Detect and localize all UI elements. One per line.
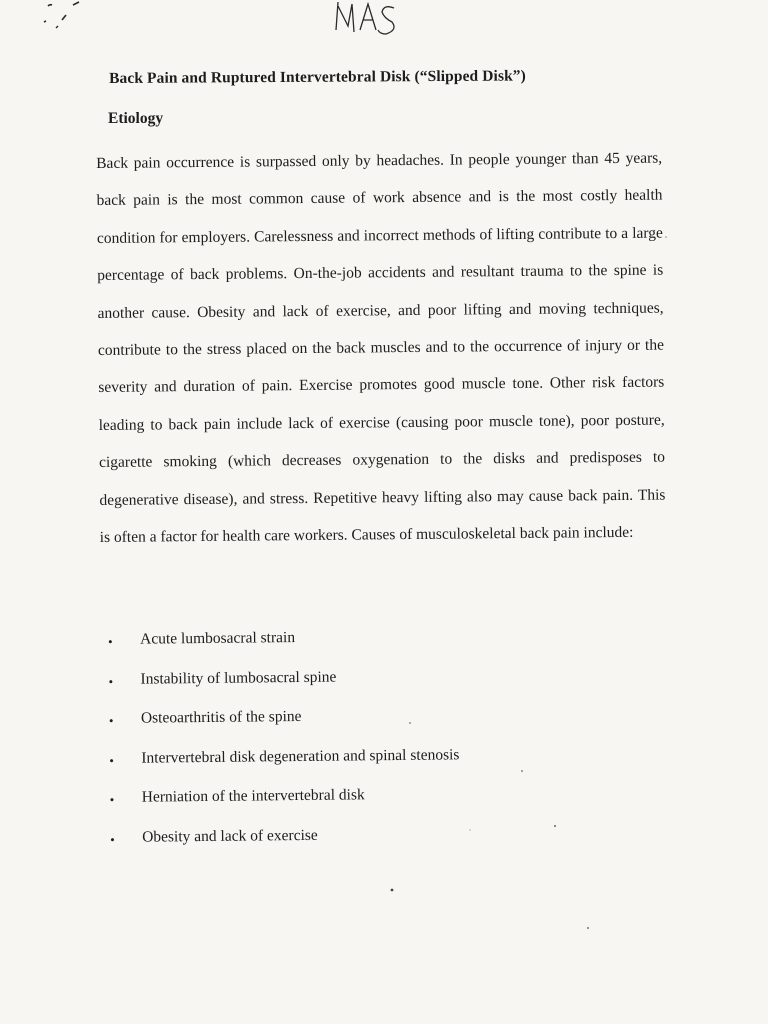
section-heading: Etiology — [108, 110, 164, 127]
list-item-text: Obesity and lack of exercise — [142, 826, 318, 846]
list-item-text: Herniation of the intervertebral disk — [141, 786, 365, 806]
pen-marks — [38, 0, 98, 40]
list-item — [109, 745, 529, 789]
list-item-text: Acute lumbosacral strain — [139, 629, 296, 648]
causes-list — [108, 627, 530, 868]
bullet-icon: • — [110, 831, 115, 847]
handwritten-initials — [328, 0, 412, 38]
bullet-icon: • — [108, 673, 114, 689]
body-paragraph: Back pain occurrence is surpassed only by headaches. In people younger than 45 years, back pain is the most common cause of work absence and is the most costly health condition for employers. Carelessness and incorrect methods of lifting contribute to a large percentage of back problems. On-the-job accidents and resultant trauma to the spine is another cause. Obesity and lack of exercise, and poor lifting and moving techniques, contribute to the stress placed on the back muscles and to the occurrence of injury or the severity and duration of pain. Exercise promotes good muscle tone. Other risk factors leading to back pain include lack of exercise (causing poor muscle tone), poor posture, cigarette smoking (which decreases oxygenation to the disks and predisposes to degenerative disease), and stress. Repetitive heavy lifting also may cause back pain. This is often a factor for health care workers. Causes of musculoskeletal back pain include: — [96, 149, 666, 547]
list-item — [110, 785, 530, 829]
bullet-icon: • — [109, 791, 115, 807]
bullet-icon: • — [108, 712, 114, 728]
bullet-icon: • — [108, 633, 113, 649]
list-item-text: Osteoarthritis of the spine — [140, 707, 302, 727]
document-title: Back Pain and Ruptured Intervertebral Disk (“Slipped Disk”) — [109, 67, 526, 87]
list-item — [109, 706, 529, 750]
bullet-icon: • — [109, 752, 114, 768]
list-item — [108, 666, 528, 710]
list-item — [110, 824, 530, 868]
list-item — [108, 627, 528, 671]
list-item-text: Intervertebral disk degeneration and spinal stenosis — [141, 745, 460, 767]
list-item-text: Instability of lumbosacral spine — [140, 668, 337, 688]
